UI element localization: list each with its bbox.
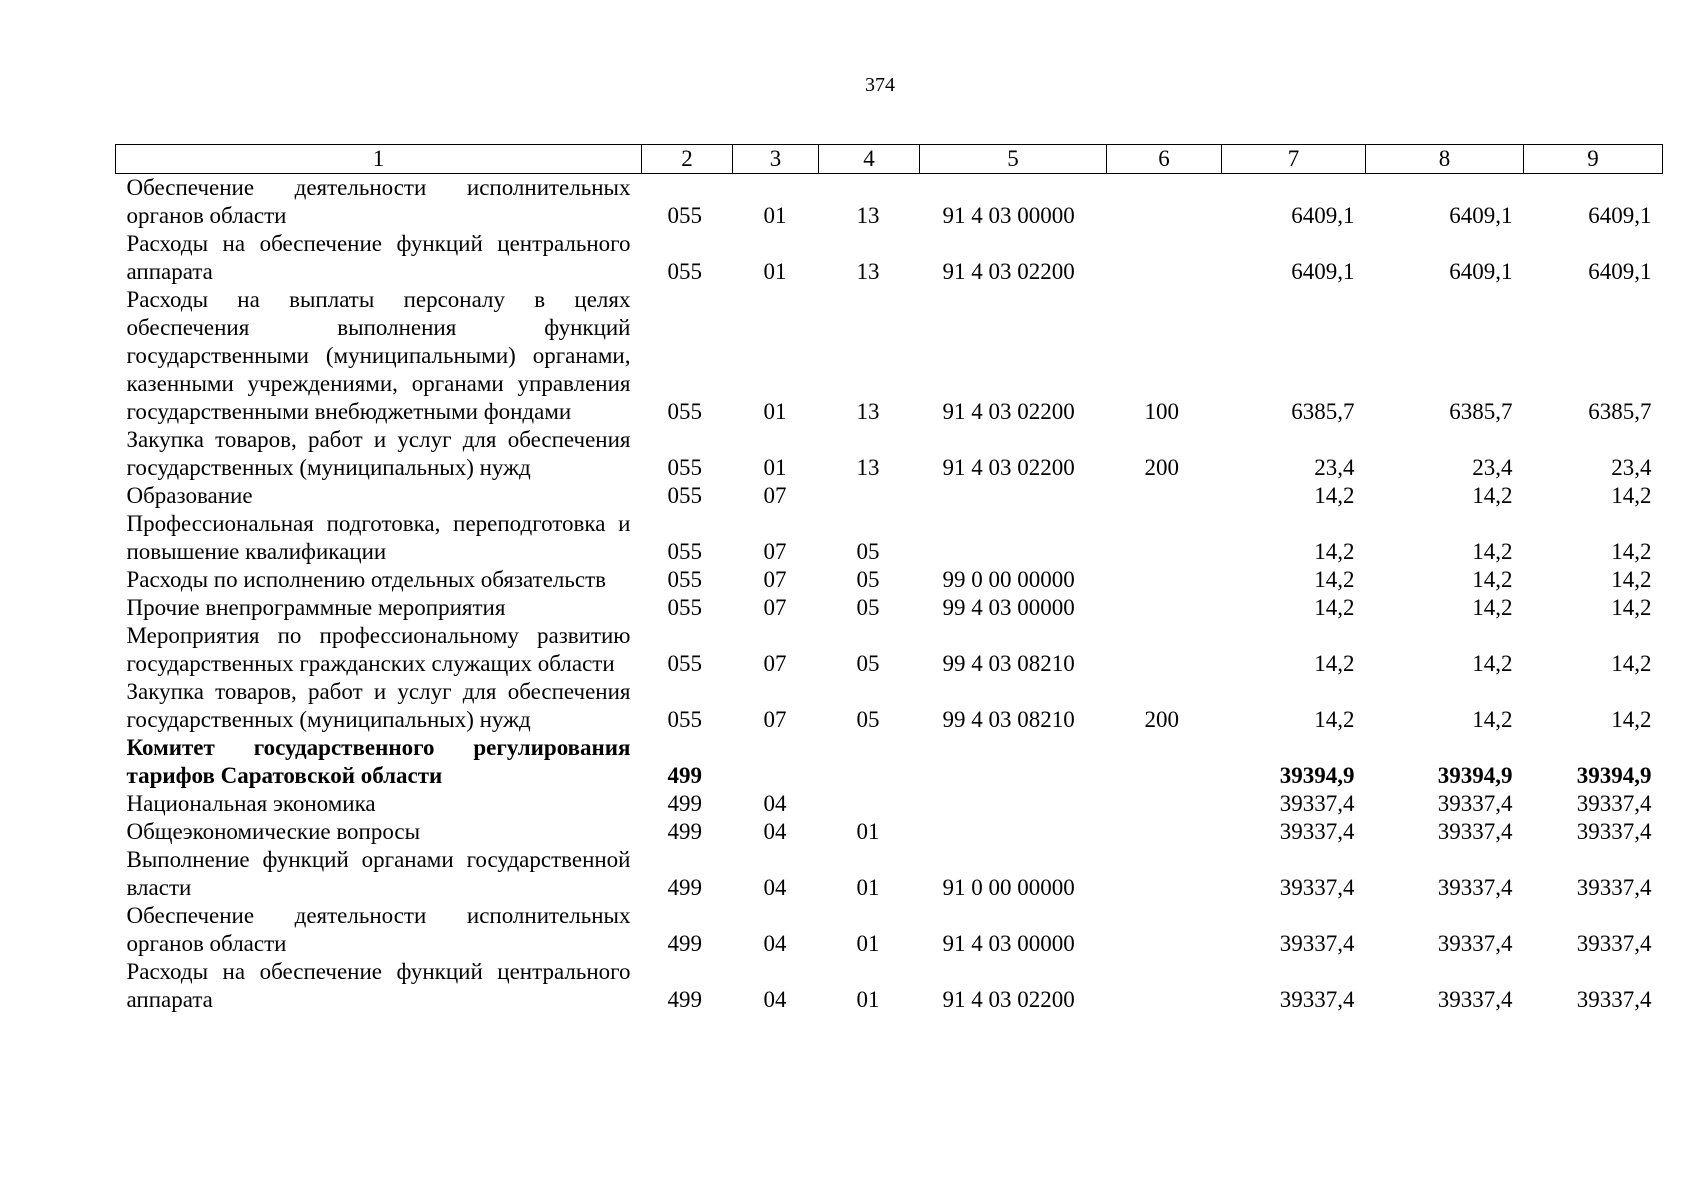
row-amount-col9: 14,2 xyxy=(1611,595,1652,620)
row-target-article: 91 4 03 00000 xyxy=(942,931,1075,956)
row-code: 499 xyxy=(667,791,702,816)
row-subsection: 13 xyxy=(856,399,880,424)
table-row xyxy=(116,902,1663,958)
row-amount-col9: 14,2 xyxy=(1611,651,1652,676)
row-subsection: 01 xyxy=(856,987,880,1012)
table-body xyxy=(116,174,1663,1015)
budget-table xyxy=(115,144,1663,1014)
row-amount-col8: 6409,1 xyxy=(1449,203,1513,228)
row-section: 04 xyxy=(763,791,787,816)
table-row xyxy=(116,426,1663,482)
row-amount-col9: 14,2 xyxy=(1611,567,1652,592)
row-amount-col8: 39394,9 xyxy=(1437,763,1513,788)
row-code: 055 xyxy=(667,539,702,564)
table-row xyxy=(116,958,1663,1014)
row-subsection: 05 xyxy=(856,707,880,732)
row-section: 07 xyxy=(763,483,787,508)
row-subsection: 13 xyxy=(856,259,880,284)
row-amount-col8: 6409,1 xyxy=(1449,259,1513,284)
row-amount-col7: 39394,9 xyxy=(1279,763,1355,788)
column-header: 4 xyxy=(819,145,920,174)
row-expense-type xyxy=(1107,790,1222,818)
row-expense-type: 100 xyxy=(1144,399,1179,424)
row-section: 01 xyxy=(763,259,787,284)
row-amount-col8: 6385,7 xyxy=(1449,399,1513,424)
column-header: 1 xyxy=(116,145,642,174)
row-target-article: 91 0 00 00000 xyxy=(942,875,1075,900)
row-amount-col7: 39337,4 xyxy=(1279,819,1355,844)
row-amount-col7: 6409,1 xyxy=(1291,259,1355,284)
row-expense-type: 200 xyxy=(1144,455,1179,480)
row-target-article: 91 4 03 02200 xyxy=(942,455,1075,480)
table-row xyxy=(116,790,1663,818)
row-amount-col8: 14,2 xyxy=(1472,483,1513,508)
row-amount-col9: 39394,9 xyxy=(1576,763,1652,788)
row-code: 055 xyxy=(667,595,702,620)
row-name: Образование xyxy=(126,483,253,508)
row-subsection: 05 xyxy=(856,567,880,592)
row-name: Профессиональная подготовка, переподготовка и повышение квалификации xyxy=(126,511,631,564)
row-expense-type xyxy=(1107,566,1222,594)
row-section: 07 xyxy=(763,539,787,564)
row-amount-col7: 14,2 xyxy=(1314,539,1355,564)
row-target-article xyxy=(920,790,1107,818)
row-section: 04 xyxy=(763,875,787,900)
row-target-article xyxy=(920,818,1107,846)
row-code: 055 xyxy=(667,707,702,732)
row-target-article: 91 4 03 02200 xyxy=(942,987,1075,1012)
row-section: 01 xyxy=(763,203,787,228)
row-amount-col8: 39337,4 xyxy=(1437,987,1513,1012)
row-subsection: 05 xyxy=(856,651,880,676)
row-amount-col9: 39337,4 xyxy=(1576,819,1652,844)
row-amount-col7: 14,2 xyxy=(1314,483,1355,508)
row-section: 07 xyxy=(763,595,787,620)
row-code: 055 xyxy=(667,651,702,676)
row-name: Обеспечение деятельности исполнительных органов области xyxy=(126,903,631,956)
row-name: Расходы на обеспечение функций центрального аппарата xyxy=(126,959,631,1012)
row-amount-col8: 39337,4 xyxy=(1437,791,1513,816)
row-target-article xyxy=(920,510,1107,566)
table-row xyxy=(116,734,1663,790)
row-name: Расходы на выплаты персоналу в целях обеспечения выполнения функций государственными (муниципальными) органами, казенными учреждениями, органами управления государственными внебюджетными фондами xyxy=(126,287,631,424)
row-amount-col9: 14,2 xyxy=(1611,539,1652,564)
row-amount-col8: 39337,4 xyxy=(1437,931,1513,956)
row-subsection: 05 xyxy=(856,595,880,620)
row-amount-col7: 6385,7 xyxy=(1291,399,1355,424)
row-expense-type xyxy=(1107,174,1222,231)
row-name: Общеэкономические вопросы xyxy=(126,819,421,844)
column-header: 3 xyxy=(733,145,819,174)
row-section: 04 xyxy=(763,987,787,1012)
table-row xyxy=(116,594,1663,622)
row-expense-type xyxy=(1107,622,1222,678)
row-expense-type xyxy=(1107,594,1222,622)
row-target-article: 91 4 03 00000 xyxy=(942,203,1075,228)
row-section: 07 xyxy=(763,567,787,592)
row-expense-type xyxy=(1107,818,1222,846)
row-subsection: 05 xyxy=(856,539,880,564)
row-amount-col7: 14,2 xyxy=(1314,567,1355,592)
row-section: 07 xyxy=(763,707,787,732)
row-section: 04 xyxy=(763,931,787,956)
row-amount-col9: 39337,4 xyxy=(1576,875,1652,900)
row-amount-col7: 39337,4 xyxy=(1279,931,1355,956)
row-code: 499 xyxy=(667,931,702,956)
row-code: 499 xyxy=(667,987,702,1012)
row-expense-type xyxy=(1107,902,1222,958)
row-amount-col9: 6409,1 xyxy=(1588,259,1652,284)
column-header: 8 xyxy=(1366,145,1524,174)
row-subsection: 01 xyxy=(856,875,880,900)
row-section: 07 xyxy=(763,651,787,676)
row-name: Выполнение функций органами государственной власти xyxy=(126,847,631,900)
table-row xyxy=(116,846,1663,902)
column-header: 6 xyxy=(1107,145,1222,174)
row-code: 055 xyxy=(667,567,702,592)
row-target-article: 99 4 03 08210 xyxy=(942,707,1075,732)
row-name: Расходы по исполнению отдельных обязательств xyxy=(126,567,606,592)
row-name: Расходы на обеспечение функций центрального аппарата xyxy=(126,231,631,284)
row-section: 01 xyxy=(763,399,787,424)
row-amount-col7: 14,2 xyxy=(1314,707,1355,732)
row-subsection xyxy=(819,482,920,510)
row-subsection xyxy=(819,790,920,818)
row-name: Прочие внепрограммные мероприятия xyxy=(126,595,506,620)
row-code: 055 xyxy=(667,483,702,508)
row-amount-col9: 39337,4 xyxy=(1576,987,1652,1012)
row-amount-col8: 14,2 xyxy=(1472,651,1513,676)
row-target-article xyxy=(920,734,1107,790)
table-row xyxy=(116,510,1663,566)
table-row xyxy=(116,818,1663,846)
column-header: 5 xyxy=(920,145,1107,174)
row-amount-col8: 14,2 xyxy=(1472,707,1513,732)
row-amount-col7: 39337,4 xyxy=(1279,987,1355,1012)
table-row xyxy=(116,174,1663,231)
table-row xyxy=(116,230,1663,286)
row-name: Комитет государственного регулирования тарифов Саратовской области xyxy=(126,735,631,788)
row-amount-col9: 14,2 xyxy=(1611,707,1652,732)
row-name: Закупка товаров, работ и услуг для обеспечения государственных (муниципальных) нужд xyxy=(126,427,631,480)
row-amount-col9: 23,4 xyxy=(1611,455,1652,480)
row-name: Мероприятия по профессиональному развитию государственных гражданских служащих области xyxy=(126,623,631,676)
row-section: 04 xyxy=(763,819,787,844)
row-amount-col8: 14,2 xyxy=(1472,595,1513,620)
row-name: Национальная экономика xyxy=(126,791,376,816)
page-number: 374 xyxy=(865,74,895,96)
row-amount-col8: 14,2 xyxy=(1472,539,1513,564)
column-header: 9 xyxy=(1524,145,1663,174)
row-code: 499 xyxy=(667,763,702,788)
row-code: 055 xyxy=(667,259,702,284)
row-code: 499 xyxy=(667,819,702,844)
row-expense-type xyxy=(1107,846,1222,902)
row-code: 055 xyxy=(667,399,702,424)
row-target-article: 99 4 03 08210 xyxy=(942,651,1075,676)
row-amount-col7: 14,2 xyxy=(1314,595,1355,620)
column-header: 7 xyxy=(1222,145,1366,174)
row-target-article: 99 4 03 00000 xyxy=(942,595,1075,620)
row-code: 055 xyxy=(667,203,702,228)
row-amount-col8: 14,2 xyxy=(1472,567,1513,592)
row-amount-col9: 6385,7 xyxy=(1588,399,1652,424)
row-code: 055 xyxy=(667,455,702,480)
row-amount-col9: 6409,1 xyxy=(1588,203,1652,228)
row-amount-col7: 6409,1 xyxy=(1291,203,1355,228)
row-subsection: 01 xyxy=(856,931,880,956)
table-row xyxy=(116,482,1663,510)
row-section xyxy=(733,734,819,790)
row-section: 01 xyxy=(763,455,787,480)
table-header-row xyxy=(116,145,1663,174)
row-target-article: 99 0 00 00000 xyxy=(942,567,1075,592)
row-expense-type xyxy=(1107,958,1222,1014)
row-amount-col7: 14,2 xyxy=(1314,651,1355,676)
table-row xyxy=(116,678,1663,734)
row-amount-col9: 39337,4 xyxy=(1576,791,1652,816)
row-subsection: 01 xyxy=(856,819,880,844)
table-row xyxy=(116,566,1663,594)
row-name: Закупка товаров, работ и услуг для обеспечения государственных (муниципальных) нужд xyxy=(126,679,631,732)
row-amount-col8: 23,4 xyxy=(1472,455,1513,480)
row-amount-col8: 39337,4 xyxy=(1437,875,1513,900)
row-target-article: 91 4 03 02200 xyxy=(942,259,1075,284)
table-row xyxy=(116,286,1663,426)
row-target-article xyxy=(920,482,1107,510)
row-subsection: 13 xyxy=(856,203,880,228)
row-amount-col8: 39337,4 xyxy=(1437,819,1513,844)
row-subsection: 13 xyxy=(856,455,880,480)
row-expense-type xyxy=(1107,482,1222,510)
table-row xyxy=(116,622,1663,678)
row-target-article: 91 4 03 02200 xyxy=(942,399,1075,424)
row-expense-type xyxy=(1107,734,1222,790)
row-amount-col9: 39337,4 xyxy=(1576,931,1652,956)
row-name: Обеспечение деятельности исполнительных органов области xyxy=(126,175,631,228)
row-subsection xyxy=(819,734,920,790)
row-amount-col7: 39337,4 xyxy=(1279,875,1355,900)
row-code: 499 xyxy=(667,875,702,900)
row-amount-col7: 23,4 xyxy=(1314,455,1355,480)
row-expense-type xyxy=(1107,230,1222,286)
row-amount-col7: 39337,4 xyxy=(1279,791,1355,816)
row-expense-type xyxy=(1107,510,1222,566)
row-expense-type: 200 xyxy=(1144,707,1179,732)
row-amount-col9: 14,2 xyxy=(1611,483,1652,508)
column-header: 2 xyxy=(642,145,733,174)
